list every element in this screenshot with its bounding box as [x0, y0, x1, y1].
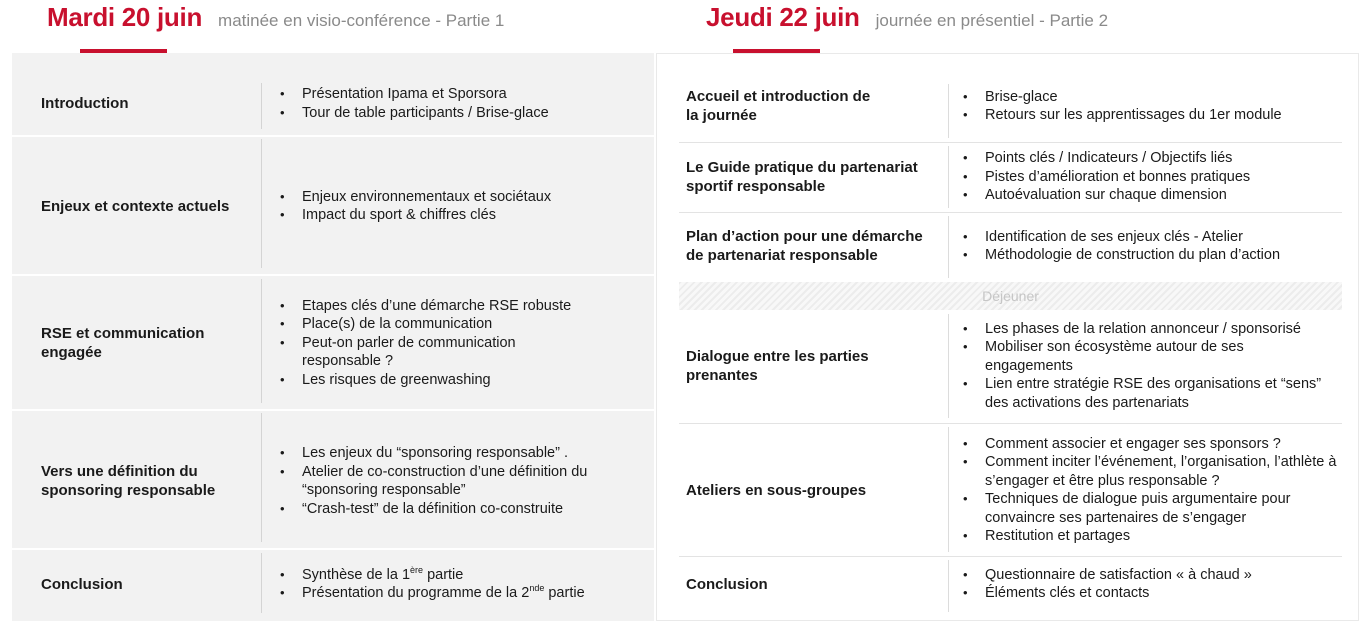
day2-header [706, 2, 1108, 42]
schedule-row-conclusion [657, 564, 1358, 604]
schedule-row-introduction [12, 81, 654, 126]
schedule-row-rse [12, 293, 654, 393]
list-item: • Points clés / Indicateurs / Objectifs liés [961, 149, 1352, 168]
list-item: • Retours sur les apprentissages du 1er module [961, 106, 1352, 125]
row-title: Conclusion [41, 575, 123, 593]
divider [12, 548, 654, 550]
list-item: • Les risques de greenwashing [278, 371, 632, 390]
row-items [278, 81, 646, 126]
row-title: RSE et communication engagée [41, 325, 205, 361]
day2-schedule-panel [656, 53, 1359, 621]
row-items [961, 564, 1352, 604]
list-item: • Mobiliser son écosystème autour de ses engagements [961, 338, 1305, 375]
row-items [961, 432, 1352, 548]
superscript: ère [410, 564, 424, 575]
row-items [961, 86, 1352, 126]
row-items [961, 148, 1352, 206]
list-item: • Comment associer et engager ses sponsors ? [961, 435, 1352, 454]
divider [12, 274, 654, 276]
list-item: • Les phases de la relation annonceur / sponsorisé [961, 320, 1352, 339]
schedule-row-conclusion [12, 563, 654, 605]
day2-subtitle: journée en présentiel - Partie 2 [875, 11, 1109, 30]
item-text: partie [423, 566, 464, 583]
row-title: Introduction [41, 95, 129, 112]
day1-subtitle: matinée en visio-conférence - Partie 1 [218, 11, 505, 30]
day1-header [47, 2, 504, 42]
day1-title: Mardi 20 juin [47, 2, 203, 32]
list-item: • Identification de ses enjeux clés - Atelier [961, 228, 1352, 247]
list-item [278, 584, 646, 603]
lunch-break-band: Déjeuner [679, 282, 1342, 310]
schedule-row-guide [657, 148, 1358, 206]
list-item: • Etapes clés d’une démarche RSE robuste [278, 297, 632, 316]
list-item: • Lien entre stratégie RSE des organisations et “sens” des activations des partenariats [961, 375, 1335, 412]
divider [679, 212, 1342, 213]
list-item: • Autoévaluation sur chaque dimension [961, 186, 1352, 205]
list-item: • Brise-glace [961, 88, 1352, 107]
row-items [961, 226, 1352, 266]
schedule-row-accueil [657, 86, 1358, 126]
row-title: Enjeux et contexte actuels [41, 197, 230, 215]
row-items [278, 441, 646, 521]
list-item: • “Crash-test” de la définition co-construite [278, 500, 646, 519]
row-title: Plan d’action pour une démarche de partenariat responsable [686, 228, 923, 264]
divider [679, 423, 1342, 424]
schedule-row-definition [12, 441, 654, 521]
day2-title: Jeudi 22 juin [706, 2, 860, 32]
divider [12, 409, 654, 411]
row-items [278, 293, 632, 393]
list-item: • Comment inciter l’événement, l’organisation, l’athlète à s’engager et être plus responsable ? [961, 453, 1357, 490]
divider [679, 142, 1342, 143]
row-items [278, 183, 646, 229]
list-item: • Méthodologie de construction du plan d’action [961, 246, 1352, 265]
schedule-row-ateliers [657, 432, 1358, 548]
item-text: Présentation du programme de la 2 [302, 585, 530, 601]
superscript: nde [529, 583, 545, 594]
row-title: Accueil et introduction de la journée [686, 88, 871, 124]
list-item: • Tour de table participants / Brise-glace [278, 104, 646, 123]
list-item: • Pistes d’amélioration et bonnes pratiques [961, 168, 1352, 187]
list-item: • Présentation Ipama et Sporsora [278, 85, 646, 104]
item-text: partie [544, 585, 585, 601]
row-title: Le Guide pratique du partenariat sportif responsable [686, 159, 918, 195]
schedule-row-enjeux [12, 183, 654, 229]
row-title: Conclusion [686, 575, 768, 593]
list-item: • Les enjeux du “sponsoring responsable” . [278, 444, 646, 463]
list-item: • Restitution et partages [961, 527, 1352, 546]
schedule-row-dialogue [657, 318, 1358, 414]
divider [679, 556, 1342, 557]
list-item: • Place(s) de la communication [278, 315, 632, 334]
row-items [961, 318, 1352, 414]
divider [12, 135, 654, 137]
list-item: • Questionnaire de satisfaction « à chaud » [961, 566, 1352, 585]
list-item [278, 566, 646, 585]
row-items [278, 563, 646, 605]
list-item: • Atelier de co-construction d’une définition du “sponsoring responsable” [278, 463, 647, 500]
schedule-row-plan-action [657, 226, 1358, 266]
list-item: • Impact du sport & chiffres clés [278, 206, 646, 225]
list-item: • Peut-on parler de communication responsable ? [278, 334, 562, 371]
row-title: Ateliers en sous-groupes [686, 481, 867, 499]
day1-schedule-panel [12, 53, 654, 621]
row-title: Dialogue entre les parties prenantes [686, 348, 869, 384]
list-item: • Techniques de dialogue puis argumentaire pour convaincre ses partenaires de s’engager [961, 490, 1349, 527]
list-item: • Éléments clés et contacts [961, 584, 1352, 603]
row-title: Vers une définition du sponsoring responsable [41, 463, 216, 499]
item-text: Synthèse de la 1 [302, 566, 411, 583]
list-item: • Enjeux environnementaux et sociétaux [278, 188, 646, 207]
